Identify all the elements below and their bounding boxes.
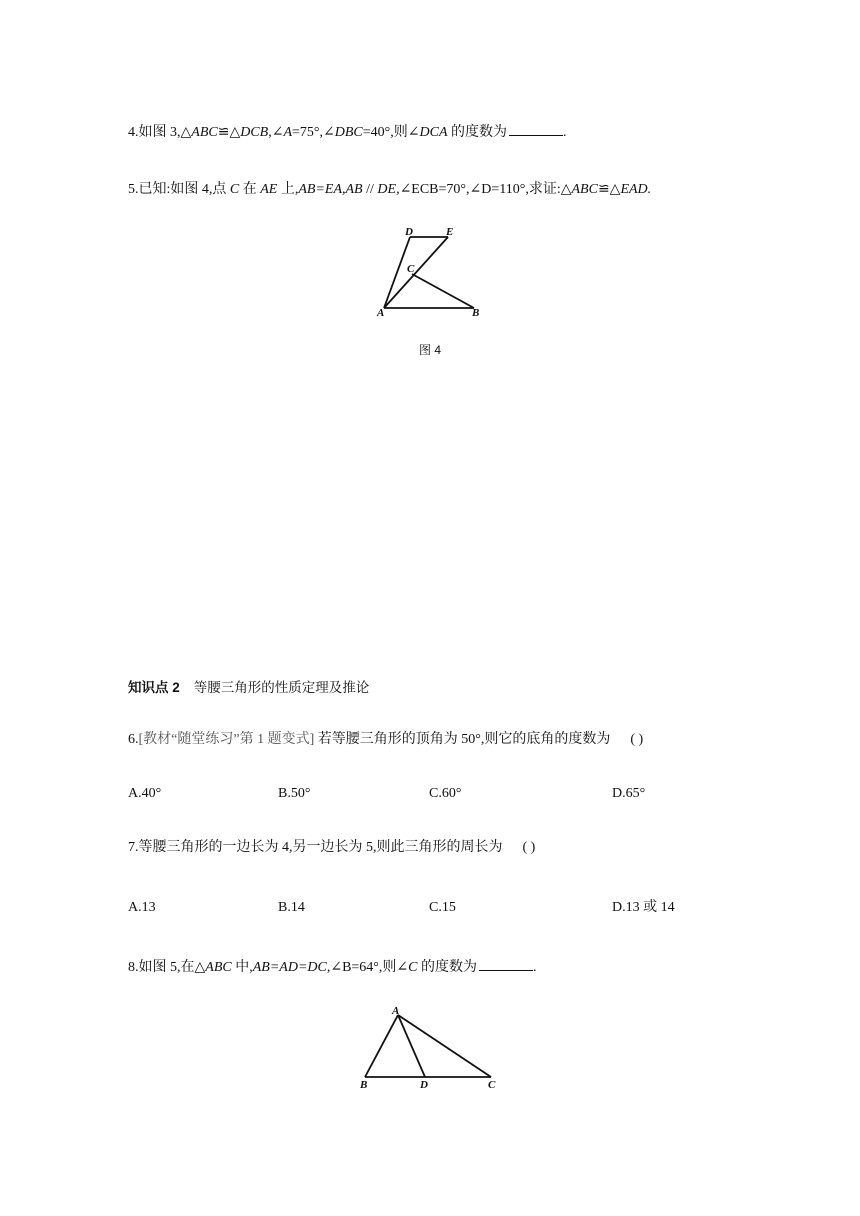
q5-ab-eq: AB=EA,AB xyxy=(298,182,363,197)
q8-abc: ABC xyxy=(205,960,232,975)
q7-text: 等腰三角形的一边长为 4,另一边长为 5,则此三角形的周长为 xyxy=(138,840,503,855)
q4-text-pre: 如图 3, xyxy=(138,125,181,140)
q6-number: 6. xyxy=(128,732,139,747)
fig5-label-b: B xyxy=(360,1079,368,1091)
q8-end: . xyxy=(532,960,537,975)
fig4-label-a: A xyxy=(377,307,385,319)
q5-ae: AE xyxy=(260,182,278,197)
q4-number: 4. xyxy=(128,125,139,140)
q5-up: 上, xyxy=(277,182,299,197)
q4-sep: ,∠ xyxy=(268,125,284,140)
figure-4 xyxy=(370,222,494,320)
q8-angle: ,∠B=64°,则∠ xyxy=(326,960,409,975)
q5-abc: ABC xyxy=(571,182,598,197)
q8-text-pre: 如图 5,在△ xyxy=(138,960,206,975)
q6-option-a[interactable]: A.40° xyxy=(128,786,162,801)
q4-congruent-symbol: ≌△ xyxy=(217,125,241,140)
q6-option-d[interactable]: D.65° xyxy=(612,786,646,801)
question-7 xyxy=(128,838,535,858)
q4-abc: ABC xyxy=(191,125,218,140)
q8-tail: 的度数为 xyxy=(417,960,477,975)
fig5-label-d: D xyxy=(420,1079,428,1091)
q5-congruent: ≌△ xyxy=(597,182,621,197)
q8-equality: AB=AD=DC xyxy=(252,960,327,975)
q7-number: 7. xyxy=(128,840,139,855)
question-8 xyxy=(128,956,536,978)
q7-answer-paren[interactable]: ( ) xyxy=(522,840,536,855)
q5-text-pre: 已知:如图 4,点 xyxy=(138,182,230,197)
q4-angle-a: A xyxy=(283,125,293,140)
section-header xyxy=(128,676,369,696)
q4-dca: DCA xyxy=(419,125,448,140)
q8-mid: 中, xyxy=(231,960,253,975)
figure-5-lines xyxy=(365,1015,491,1077)
q5-on: 在 xyxy=(239,182,261,197)
q5-number: 5. xyxy=(128,182,139,197)
q6-text: 若等腰三角形的顶角为 50°,则它的底角的度数为 xyxy=(314,732,611,747)
q7-option-a[interactable]: A.13 xyxy=(128,900,156,915)
figure-4-caption: 图 4 xyxy=(418,343,441,357)
q4-dcb: DCB xyxy=(240,125,269,140)
q7-option-b[interactable]: B.14 xyxy=(278,900,305,915)
section-title: 等腰三角形的性质定理及推论 xyxy=(193,680,370,695)
q4-dbc: DBC xyxy=(334,125,363,140)
q4-angle-a-value: =75°,∠ xyxy=(292,125,335,140)
question-5 xyxy=(128,180,651,200)
q7-option-d[interactable]: D.13 或 14 xyxy=(612,900,675,915)
q4-answer-blank[interactable] xyxy=(509,121,563,136)
q5-parallel: // xyxy=(362,182,378,197)
q4-triangle-symbol: △ xyxy=(180,125,192,140)
q4-end: . xyxy=(563,125,567,140)
q4-tail: 的度数为 xyxy=(447,125,507,140)
question-4 xyxy=(128,121,567,143)
q5-prove: 求证:△ xyxy=(528,182,572,197)
question-6 xyxy=(128,730,643,750)
q6-option-b[interactable]: B.50° xyxy=(278,786,311,801)
q4-dbc-value: =40°,则∠ xyxy=(362,125,420,140)
fig4-label-b: B xyxy=(472,307,480,319)
q5-ead: EAD. xyxy=(620,182,652,197)
fig4-label-c: C xyxy=(407,263,415,275)
q8-c: C xyxy=(408,960,418,975)
q6-source: [教材“随堂练习”第 1 题变式] xyxy=(138,732,315,747)
figure-5 xyxy=(355,1002,505,1096)
q8-number: 8. xyxy=(128,960,139,975)
q5-angles: ,∠ECB=70°,∠D=110°, xyxy=(396,182,529,197)
q5-de: DE xyxy=(377,182,397,197)
q5-point-c: C xyxy=(229,182,240,197)
q7-option-c[interactable]: C.15 xyxy=(429,900,456,915)
q8-answer-blank[interactable] xyxy=(479,956,533,971)
fig4-label-e: E xyxy=(446,226,454,238)
figure-4-lines xyxy=(384,237,474,308)
q6-answer-paren[interactable]: ( ) xyxy=(630,732,644,747)
fig5-label-c: C xyxy=(488,1079,496,1091)
fig4-label-d: D xyxy=(405,226,413,238)
q6-option-c[interactable]: C.60° xyxy=(429,786,462,801)
section-tag: 知识点 2 xyxy=(128,680,180,695)
fig5-label-a: A xyxy=(392,1005,400,1017)
